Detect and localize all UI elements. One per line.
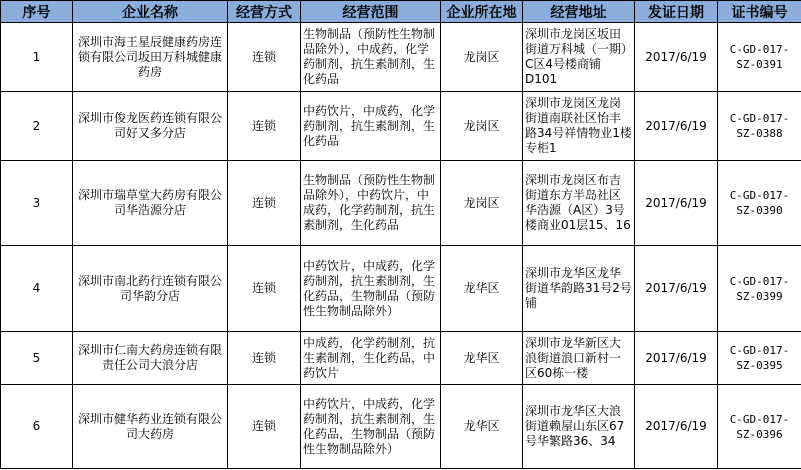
cell-serial: 3: [1, 161, 73, 246]
cell-company-name: 深圳市俊龙医药连锁有限公司好又多分店: [73, 92, 228, 161]
header-address: 经营地址: [523, 1, 635, 23]
table-row: [1, 385, 801, 469]
cell-issue-date: 2017/6/19: [635, 332, 718, 385]
cell-district: 龙岗区: [441, 92, 523, 161]
cell-cert-number: C-GD-017-SZ-0399: [718, 246, 801, 332]
table-row: [1, 23, 801, 92]
header-district: 企业所在地: [441, 1, 523, 23]
cell-issue-date: 2017/6/19: [635, 161, 718, 246]
cell-company-name: 深圳市瑞草堂大药房有限公司华浩源分店: [73, 161, 228, 246]
table-row: [1, 161, 801, 246]
cell-district: 龙华区: [441, 332, 523, 385]
header-row: [1, 1, 801, 23]
cell-address: 深圳市龙华区龙华街道华韵路31号2号铺: [523, 246, 635, 332]
cell-district: 龙华区: [441, 246, 523, 332]
cell-cert-number: C-GD-017-SZ-0391: [718, 23, 801, 92]
cell-district: 龙华区: [441, 385, 523, 469]
cell-business-mode: 连锁: [228, 23, 301, 92]
cell-issue-date: 2017/6/19: [635, 385, 718, 469]
header-serial: 序号: [1, 1, 73, 23]
cell-serial: 1: [1, 23, 73, 92]
cell-address: 深圳市龙华新区大浪街道浪口新村一区60栋一楼: [523, 332, 635, 385]
cell-cert-number: C-GD-017-SZ-0390: [718, 161, 801, 246]
cell-cert-number: C-GD-017-SZ-0388: [718, 92, 801, 161]
cell-serial: 2: [1, 92, 73, 161]
cell-business-scope: 生物制品（预防性生物制品除外），中成药，化学药制剂，抗生素制剂，生化药品: [301, 23, 441, 92]
cell-district: 龙岗区: [441, 161, 523, 246]
cell-address: 深圳市龙岗区布吉街道东方半岛社区华浩源（A区）3号楼商业01层15、16: [523, 161, 635, 246]
cell-business-mode: 连锁: [228, 161, 301, 246]
cell-business-mode: 连锁: [228, 92, 301, 161]
table-row: [1, 246, 801, 332]
header-business-scope: 经营范围: [301, 1, 441, 23]
cell-serial: 5: [1, 332, 73, 385]
cell-business-scope: 中药饮片，中成药，化学药制剂，抗生素制剂，生化药品，生物制品（预防性生物制品除外）: [301, 246, 441, 332]
cell-company-name: 深圳市海王星辰健康药房连锁有限公司坂田万科城健康药房: [73, 23, 228, 92]
cell-issue-date: 2017/6/19: [635, 92, 718, 161]
cell-company-name: 深圳市健华药业连锁有限公司大药房: [73, 385, 228, 469]
cell-cert-number: C-GD-017-SZ-0395: [718, 332, 801, 385]
cell-district: 龙岗区: [441, 23, 523, 92]
table-row: [1, 332, 801, 385]
cell-serial: 4: [1, 246, 73, 332]
cell-serial: 6: [1, 385, 73, 469]
cell-business-scope: 中药饮片，中成药，化学药制剂，抗生素制剂，生化药品: [301, 92, 441, 161]
cell-company-name: 深圳市仁南大药房连锁有限责任公司大浪分店: [73, 332, 228, 385]
cell-business-mode: 连锁: [228, 385, 301, 469]
cell-business-mode: 连锁: [228, 246, 301, 332]
cell-business-scope: 生物制品（预防性生物制品除外），中药饮片，中成药，化学药制剂，抗生素制剂，生化药品: [301, 161, 441, 246]
cell-address: 深圳市龙岗区坂田街道万科城（一期）C区4号楼商铺D101: [523, 23, 635, 92]
cell-address: 深圳市龙岗区龙岗街道南联社区怡丰路34号祥情物业1楼专柜1: [523, 92, 635, 161]
cell-business-scope: 中成药，化学药制剂，抗生素制剂，生化药品，中药饮片: [301, 332, 441, 385]
cell-issue-date: 2017/6/19: [635, 246, 718, 332]
header-issue-date: 发证日期: [635, 1, 718, 23]
cell-company-name: 深圳市南北药行连锁有限公司华韵分店: [73, 246, 228, 332]
cell-issue-date: 2017/6/19: [635, 23, 718, 92]
cell-business-scope: 中药饮片，中成药，化学药制剂，抗生素制剂，生化药品，生物制品（预防性生物制品除外）: [301, 385, 441, 469]
cell-cert-number: C-GD-017-SZ-0396: [718, 385, 801, 469]
header-business-mode: 经营方式: [228, 1, 301, 23]
cell-address: 深圳市龙华区大浪街道赖屋山东区67号华繁路36、34: [523, 385, 635, 469]
cell-business-mode: 连锁: [228, 332, 301, 385]
header-company-name: 企业名称: [73, 1, 228, 23]
header-cert-number: 证书编号: [718, 1, 801, 23]
table-row: [1, 92, 801, 161]
